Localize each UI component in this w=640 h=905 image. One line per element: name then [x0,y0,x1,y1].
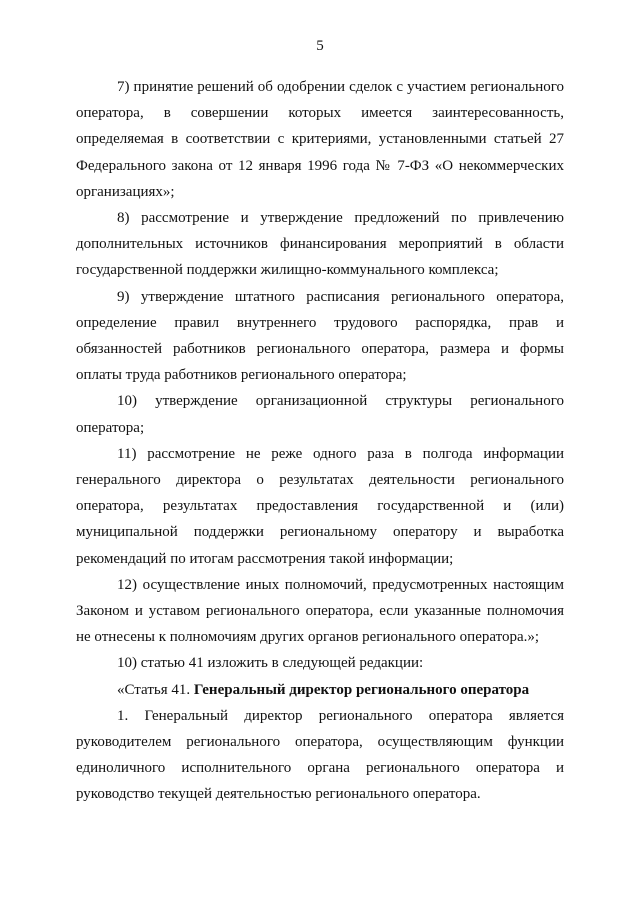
paragraph-item-9: 9) утверждение штатного расписания регионального оператора, определение правил внутреннего трудового распорядка, прав и обязанностей работников регионального оператора, размера и формы оплаты труда работников регионального оператора; [76,288,564,384]
paragraph-item-7: 7) принятие решений об одобрении сделок с участием регионального оператора, в совершении которых имеется заинтересованность, определяемая в соответствии с критериями, установленными статьей 27 Федерального закона от 12 января 1996 года № 7-ФЗ «О некоммерческих организациях»; [76,79,564,200]
article-number: «Статья 41. [117,681,194,698]
paragraph-item-12: 12) осуществление иных полномочий, предусмотренных настоящим Законом и уставом регионального оператора, если указанные полномочия не отнесены к полномочиям других органов регионального оператора.»; [76,576,564,646]
article-title: Генеральный директор регионального оператора [193,681,530,698]
document-body [76,74,564,808]
paragraph-item-10: 10) утверждение организационной структуры регионального оператора; [76,393,564,436]
page-number: 5 [316,38,324,54]
article-paragraph-1: 1. Генеральный директор регионального оператора является руководителем регионального оператора, осуществляющим функции единоличного исполнительного органа регионального оператора и руководство текущей деятельностью регионального оператора. [76,707,564,803]
paragraph-item-8: 8) рассмотрение и утверждение предложений по привлечению дополнительных источников финансирования мероприятий в области государственной поддержки жилищно-коммунального комплекса; [76,210,564,279]
amendment-instruction: 10) статью 41 изложить в следующей редакции: [117,655,424,672]
article-heading [76,677,564,703]
paragraph-item-11: 11) рассмотрение не реже одного раза в полгода информации генерального директора о результатах деятельности регионального оператора, результатах предоставления государственной и (или) муниципальной поддержки региональному оператору и выработка рекомендаций по итогам рассмотрения такой информации; [76,445,564,567]
